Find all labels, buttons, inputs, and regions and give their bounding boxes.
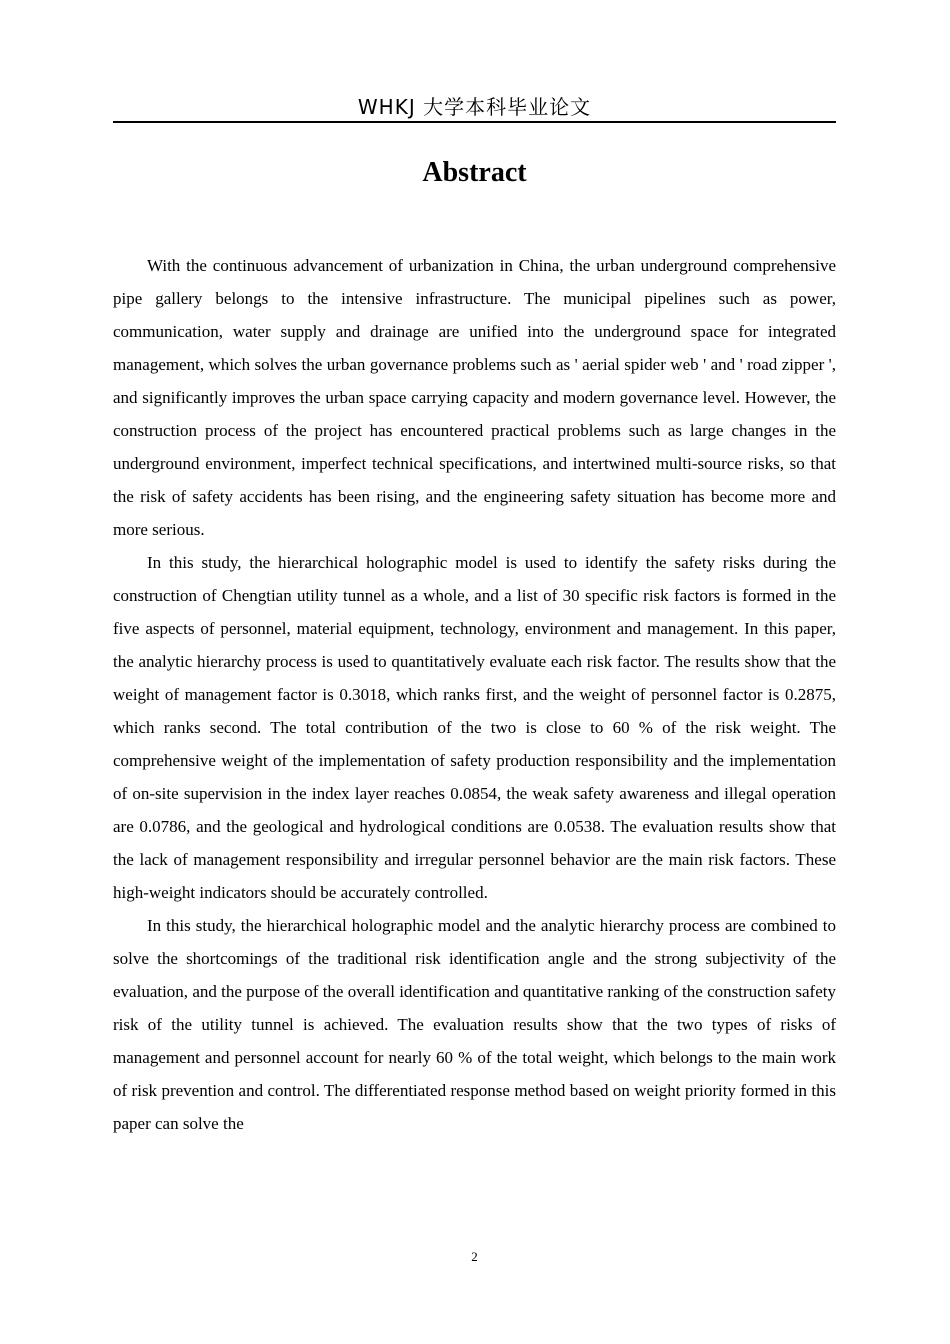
page-number: 2 bbox=[471, 1249, 478, 1264]
abstract-body bbox=[113, 249, 836, 1140]
running-header: WHKJ 大学本科毕业论文 bbox=[357, 95, 592, 119]
abstract-paragraph-1: With the continuous advancement of urbanization in China, the urban underground comprehensive pipe gallery belongs to the intensive infrastructure. The municipal pipelines such as power, communication, water supply and drainage are unified into the underground space for integrated management, which solves the urban governance problems such as ' aerial spider web ' and ' road zipper ', and significantly improves the urban space carrying capacity and modern governance level. However, the construction process of the project has encountered practical problems such as large changes in the underground environment, imperfect technical specifications, and intertwined multi-source risks, so that the risk of safety accidents has been rising, and the engineering safety situation has become more and more serious. bbox=[113, 256, 836, 539]
header-rule bbox=[113, 121, 836, 123]
abstract-title: Abstract bbox=[422, 157, 527, 188]
abstract-paragraph-2: In this study, the hierarchical holographic model is used to identify the safety risks during the construction of Chengtian utility tunnel as a whole, and a list of 30 specific risk factors is formed in the five aspects of personnel, material equipment, technology, environment and management. In this paper, the analytic hierarchy process is used to quantitatively evaluate each risk factor. The results show that the weight of management factor is 0.3018, which ranks first, and the weight of personnel factor is 0.2875, which ranks second. The total contribution of the two is close to 60 % of the risk weight. The comprehensive weight of the implementation of safety production responsibility and the implementation of on-site supervision in the index layer reaches 0.0854, the weak safety awareness and illegal operation are 0.0786, and the geological and hydrological conditions are 0.0538. The evaluation results show that the lack of management responsibility and irregular personnel behavior are the main risk factors. These high-weight indicators should be accurately controlled. bbox=[113, 553, 836, 902]
abstract-paragraph-3: In this study, the hierarchical holographic model and the analytic hierarchy process are combined to solve the shortcomings of the traditional risk identification angle and the strong subjectivity of the evaluation, and the purpose of the overall identification and quantitative ranking of the construction safety risk of the utility tunnel is achieved. The evaluation results show that the two types of risks of management and personnel account for nearly 60 % of the total weight, which belongs to the main work of risk prevention and control. The differentiated response method based on weight priority formed in this paper can solve the bbox=[113, 916, 836, 1133]
